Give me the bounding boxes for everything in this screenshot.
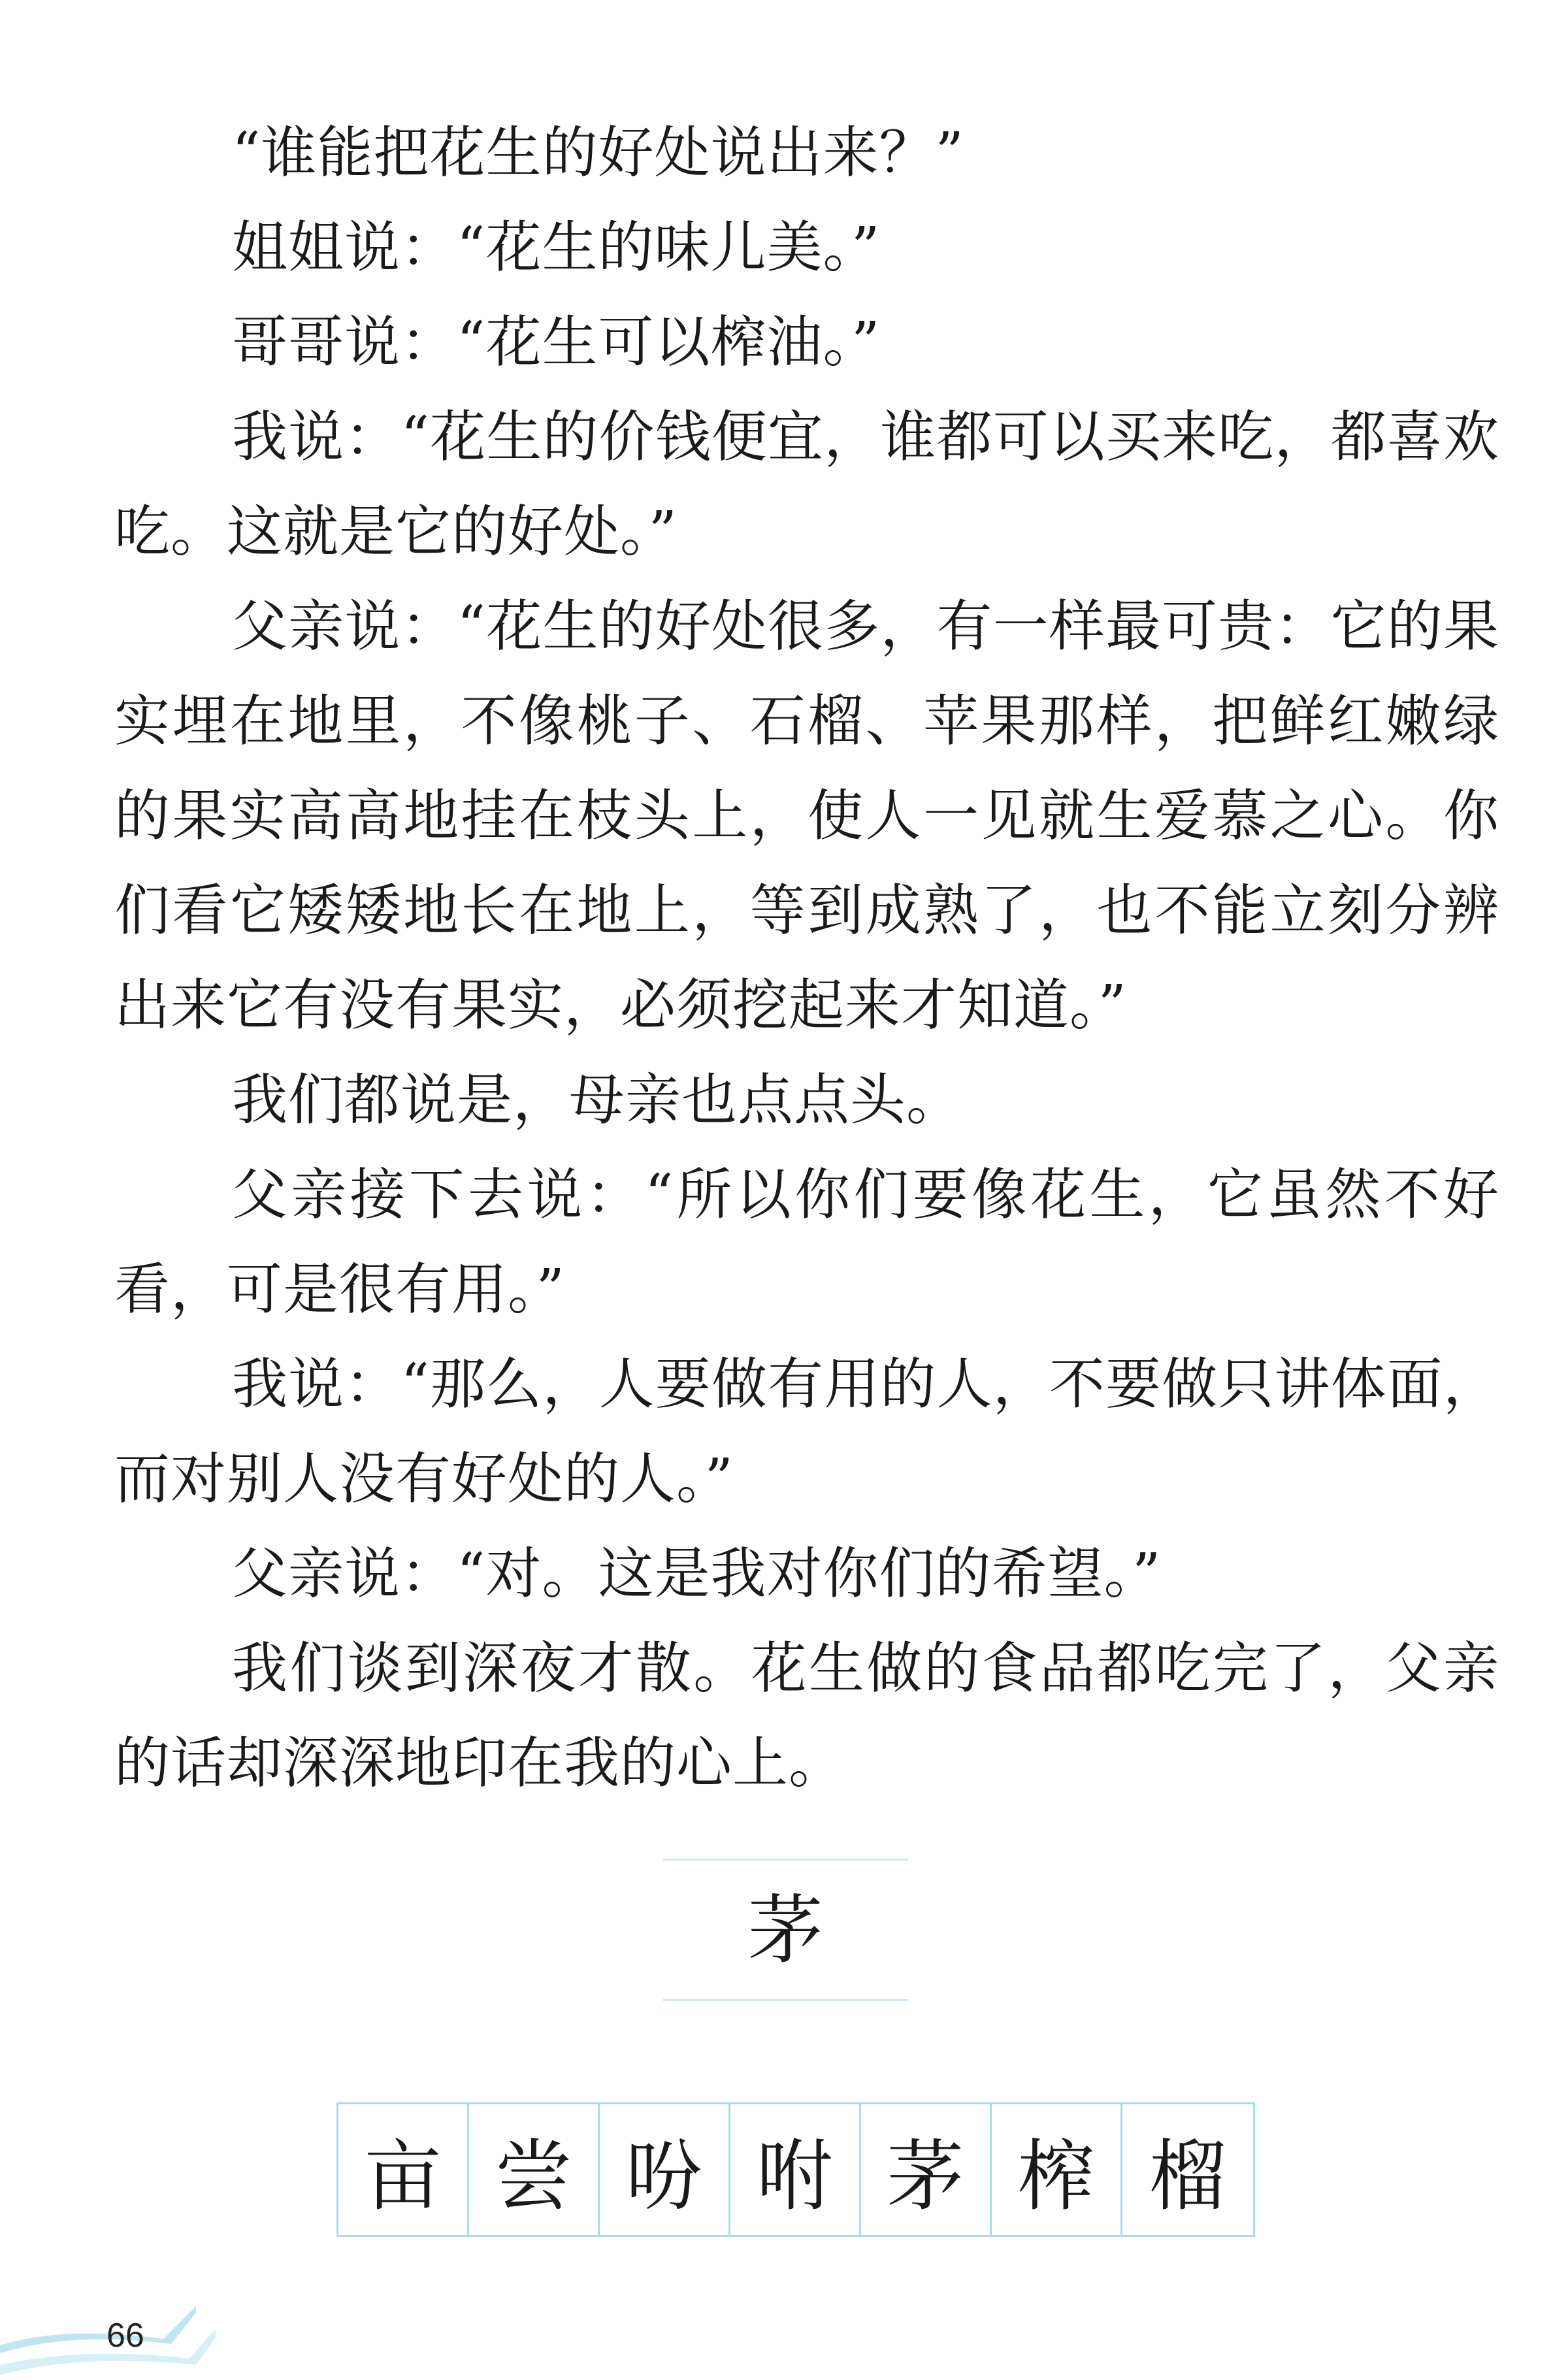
writing-practice-character (663, 1859, 908, 2002)
paragraph: “谁能把花生的好处说出来？” (232, 121, 964, 186)
paragraph: 我们谈到深夜才散。花生做的食品都吃完了，父亲的话却深深地印在我的心上。 (114, 1637, 1499, 1796)
character-cell: 尝 (469, 2104, 600, 2235)
character-cell: 咐 (730, 2104, 861, 2235)
guide-line-top (663, 1859, 908, 1861)
page-footer (0, 2267, 261, 2380)
paragraph: 姐姐说：“花生的味儿美。” (232, 216, 881, 280)
paragraph: 我们都说是，母亲也点点头。 (232, 1068, 963, 1133)
paragraph: 我说：“花生的价钱便宜，谁都可以买来吃，都喜欢吃。这就是它的好处。” (114, 405, 1499, 564)
practice-glyph: 茅 (747, 1887, 823, 1974)
character-cell: 榴 (1149, 2131, 1226, 2221)
paragraph: 父亲说：“对。这是我对你们的希望。” (232, 1542, 1162, 1606)
story-text (114, 106, 1499, 1811)
character-cell: 榨 (992, 2104, 1122, 2235)
new-characters-grid (336, 2102, 1255, 2237)
character-cell: 亩 (338, 2104, 469, 2235)
character-cell: 茅 (861, 2104, 992, 2235)
paragraph: 父亲接下去说：“所以你们要像花生，它虽然不好看，可是很有用。” (114, 1163, 1499, 1322)
paragraph: 哥哥说：“花生可以榨油。” (232, 310, 881, 375)
paragraph: 我说：“那么，人要做有用的人，不要做只讲体面，而对别人没有好处的人。” (114, 1352, 1499, 1512)
paragraph: 父亲说：“花生的好处很多，有一样最可贵：它的果实埋在地里，不像桃子、石榴、苹果那样，把鲜红嫩绿的果实高高地挂在枝头上，使人一见就生爱慕之心。你们看它矮矮地长在地上，等到成熟了，也不能立刻分辨出来它有没有果实，必须挖起来才知道。” (114, 595, 1499, 1038)
character-cell: 吩 (600, 2104, 730, 2235)
guide-line-bottom (663, 1999, 908, 2001)
page-number: 66 (106, 2317, 144, 2355)
